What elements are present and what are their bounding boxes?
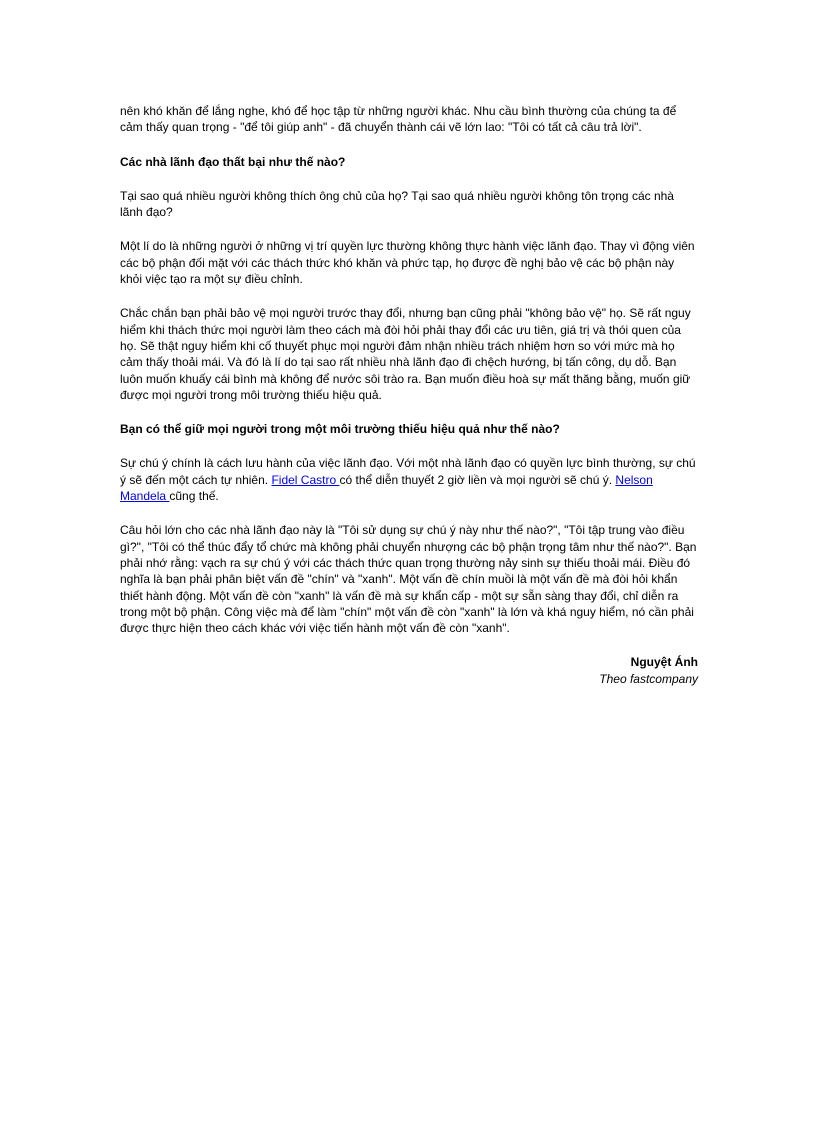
paragraph-why-dislike: Tại sao quá nhiều người không thích ông chủ của họ? Tại sao quá nhiều người không tôn trọng các nhà lãnh đạo? [120, 188, 674, 220]
signature-block [120, 654, 698, 687]
nelson-mandela-link[interactable]: Nelson Mandela [120, 472, 653, 504]
paragraph-reason: Một lí do là những người ở những vị trí quyền lực thường không thực hành việc lãnh đạo. Thay vì động viên các bộ phận đối mặt với các thách thức khó khăn và phức tạp, họ được đề nghị bảo vệ các bộ phận này khỏi việc tạo ra một sự điều chỉnh. [120, 239, 695, 287]
fidel-castro-link[interactable]: Fidel Castro [271, 472, 340, 487]
author-name: Nguyệt Ánh [630, 655, 698, 670]
paragraph-attention [120, 455, 698, 504]
paragraph-big-question: Câu hỏi lớn cho các nhà lãnh đạo này là "Tôi sử dụng sự chú ý này như thế nào?", "Tôi tập trung vào điều gì?", "Tôi có thể thúc đẩy tổ chức mà không phải chuyển nhượng các bộ phận trọng tâm như thế nào?". Bạn phải nhớ rằng: vạch ra sự chú ý với các thách thức quan trọng thường nảy sinh sự thiếu thoải mái. Điều đó nghĩa là bạn phải phân biệt vấn đề "chín" và "xanh". Một vấn đề chín muồi là một vấn đề mà đòi hỏi khẩn thiết hành động. Một vấn đề còn "xanh" là vấn đề mà sự khẩn cấp - một sự sẵn sàng thay đổi, chỉ diễn ra trong một bộ phận. Công việc mà để làm "chín" một vấn đề còn "xanh" là lớn và khá nguy hiểm, nó cần phải được thực hiện theo cách khác với việc tiến hành một vấn đề còn "xanh". [120, 523, 697, 636]
article-source: Theo fastcompany [599, 671, 698, 686]
document-page [120, 103, 698, 687]
paragraph-protect: Chắc chắn bạn phải bảo vệ mọi người trước thay đổi, nhưng bạn cũng phải "không bảo vệ" họ. Sẽ rất nguy hiểm khi thách thức mọi người làm theo cách mà đòi hỏi phải thay đổi các ưu tiên, giá trị và thói quen của họ. Sẽ thật nguy hiểm khi cố thuyết phục mọi người đảm nhận nhiều trách nhiệm hơn so với mức mà họ cảm thấy thoải mái. Và đó là lí do tại sao rất nhiều nhà lãnh đạo đi chệch hướng, bị tấn công, dụ dỗ. Bạn luôn muốn khuấy cái bình mà không để nước sôi trào ra. Bạn muốn điều hoà sự mất thăng bằng, muốn giữ được mọi người trong môi trường thiếu hiệu quả. [120, 306, 691, 402]
attention-text-3: cũng thế. [169, 489, 219, 504]
attention-text-1: Sự chú ý chính là cách lưu hành của việc lãnh đạo. Với một nhà lãnh đạo có quyền lực bình thường, sự chú ý sẽ đến một cách tự nhiên. [120, 456, 696, 487]
section-heading-keep-people: Bạn có thể giữ mọi người trong một môi trường thiếu hiệu quả như thế nào? [120, 422, 560, 437]
attention-text-2: có thể diễn thuyết 2 giờ liền và mọi người sẽ chú ý. [339, 472, 616, 487]
section-heading-leaders-fail: Các nhà lãnh đạo thất bại như thế nào? [120, 154, 346, 169]
intro-paragraph: nên khó khăn để lắng nghe, khó để học tập từ những người khác. Nhu cầu bình thường của chúng ta để cảm thấy quan trọng - "để tôi giúp anh" - đã chuyển thành cái vẽ lớn lao: "Tôi có tất cả câu trả lời". [120, 104, 677, 135]
